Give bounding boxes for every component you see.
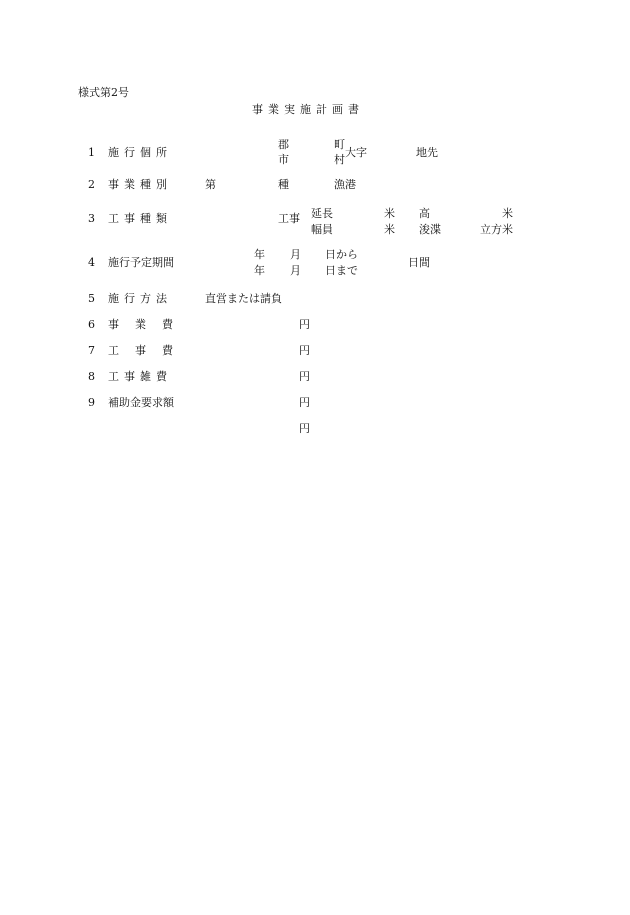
yen-unit: 円: [299, 318, 310, 331]
method-value: 直営または請負: [205, 292, 282, 305]
month-label: 月: [290, 248, 301, 261]
width-label: 幅員: [311, 223, 333, 236]
dredging-label: 浚渫: [419, 223, 441, 236]
machi-label: 町: [334, 138, 345, 151]
row-number: 1: [88, 146, 95, 159]
meter-unit: 米: [384, 223, 395, 236]
row-number: 8: [88, 370, 95, 383]
row-label-business-type: 事業種別: [108, 178, 172, 191]
koji-label: 工事: [278, 212, 300, 225]
oaza-label: 大字: [345, 146, 367, 159]
meter-unit: 米: [502, 207, 513, 220]
row-number: 3: [88, 212, 95, 225]
chisaki-label: 地先: [416, 146, 438, 159]
yen-unit: 円: [299, 396, 310, 409]
meter-unit: 米: [384, 207, 395, 220]
mura-label: 村: [334, 153, 345, 166]
page-title: 事業実施計画書: [252, 103, 364, 116]
yen-unit: 円: [299, 344, 310, 357]
shu-label: 種: [278, 178, 289, 191]
row-number: 7: [88, 344, 95, 357]
form-number: 様式第2号: [78, 86, 129, 99]
cubic-meter-unit: 立方米: [480, 223, 513, 236]
row-number: 9: [88, 396, 95, 409]
row-label-schedule: 施行予定期間: [108, 256, 174, 269]
shi-label: 市: [278, 153, 289, 166]
row-number: 5: [88, 292, 95, 305]
row-label-business-cost: 事業費: [108, 318, 189, 331]
length-label: 延長: [311, 207, 333, 220]
row-label-construction-cost: 工事費: [108, 344, 189, 357]
month-label: 月: [290, 264, 301, 277]
yen-unit: 円: [299, 370, 310, 383]
fishing-port-label: 漁港: [334, 178, 356, 191]
row-label-construction-type: 工事種類: [108, 212, 172, 225]
end-day-label: 日まで: [325, 264, 358, 277]
row-label-subsidy-request: 補助金要求額: [108, 396, 174, 409]
height-label: 高: [419, 207, 430, 220]
row-label-location: 施行個所: [108, 146, 172, 159]
start-day-label: 日から: [325, 248, 358, 261]
row-label-misc-cost: 工事雑費: [108, 370, 172, 383]
dai-label: 第: [205, 178, 216, 191]
row-number: 2: [88, 178, 95, 191]
year-label: 年: [254, 264, 265, 277]
gun-label: 郡: [278, 138, 289, 151]
row-number: 6: [88, 318, 95, 331]
row-label-method: 施行方法: [108, 292, 172, 305]
yen-unit: 円: [299, 422, 310, 435]
row-number: 4: [88, 256, 95, 269]
year-label: 年: [254, 248, 265, 261]
days-label: 日間: [408, 256, 430, 269]
